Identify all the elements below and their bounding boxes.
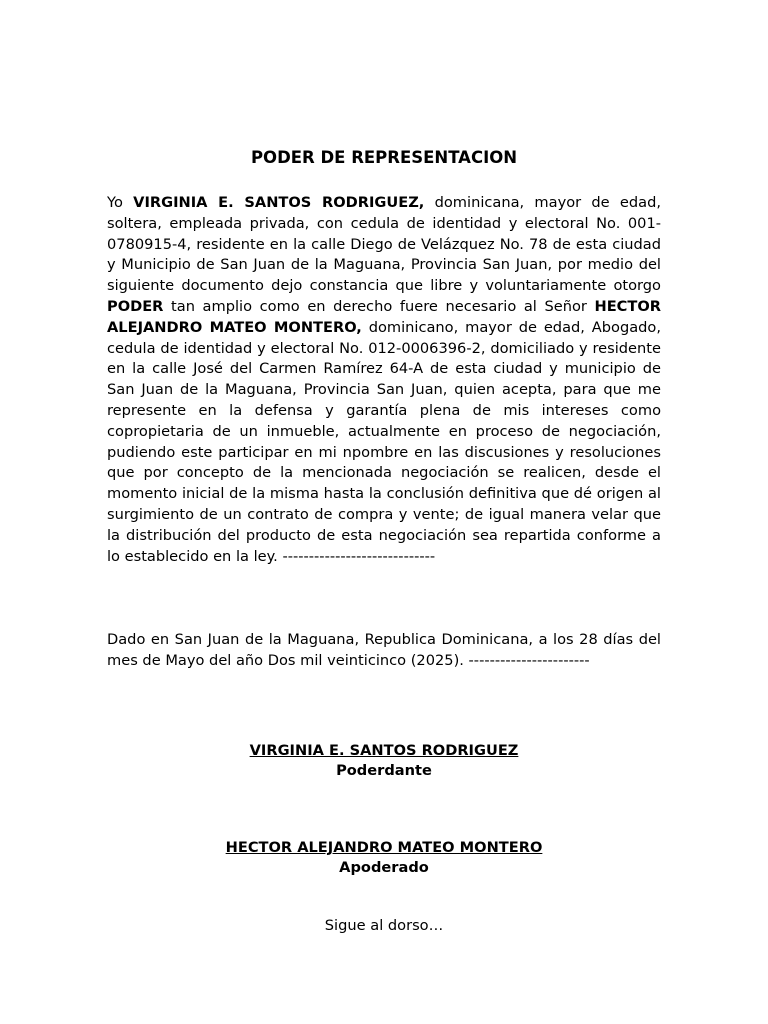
body-text-scope: tan amplio como en derecho fuere necesario al Señor	[163, 297, 595, 315]
poder-keyword: PODER	[107, 297, 164, 315]
body-text-intro: Yo	[107, 194, 134, 211]
body-text-grantor-details: dominicana, mayor de edad, soltera, empleada privada, con cedula de identidad y electoral No. 001-0780915-4, residente en la calle Diego de Velázquez No. 78 de esta ciudad y Municipio de San Juan de la Maguana, Provincia San Juan, por medio del siguiente documento dejo constancia que libre y voluntariamente otorgo	[107, 194, 661, 295]
signature-block-attorney	[0, 838, 768, 877]
signature-role: Apoderado	[339, 858, 429, 876]
body-text-attorney-details: dominicano, mayor de edad, Abogado, cedula de identidad y electoral No. 012-0006396-2, domiciliado y residente en la calle José del Carmen Ramírez 64-A de esta ciudad y municipio de San Juan de la Maguana, Provincia San Juan, quien acepta, para que me represente en la defensa y garantía plena de mis intereses como copropietaria de un inmueble, actualmente en proceso de negociación, pudiendo este participar en mi npombre en las discusiones y resoluciones que por concepto de la mencionada negociación se realicen, desde el momento inicial de la misma hasta la conclusión definitiva que dé origen al surgimiento de un contrato de compra y vente; de igual manera velar que la distribución del producto de esta negociación sea repartida conforme a lo establecido en la ley. -----------------------------	[107, 318, 661, 565]
document-title: PODER DE REPRESENTACION	[250, 148, 518, 167]
date-paragraph: Dado en San Juan de la Maguana, Republica Dominicana, a los 28 días del mes de Mayo del año Dos mil veinticinco (2025). -----------------------	[107, 631, 661, 669]
signature-name: HECTOR ALEJANDRO MATEO MONTERO	[225, 839, 543, 856]
signature-role: Poderdante	[336, 761, 432, 779]
body-paragraph	[107, 193, 661, 567]
grantor-name: VIRGINIA E. SANTOS RODRIGUEZ,	[133, 194, 425, 211]
signature-name: VIRGINIA E. SANTOS RODRIGUEZ	[249, 742, 519, 759]
continued-note: Sigue al dorso…	[324, 917, 444, 934]
attorney-name: HECTOR ALEJANDRO MATEO MONTERO,	[107, 297, 661, 336]
signature-block-grantor	[0, 741, 768, 780]
